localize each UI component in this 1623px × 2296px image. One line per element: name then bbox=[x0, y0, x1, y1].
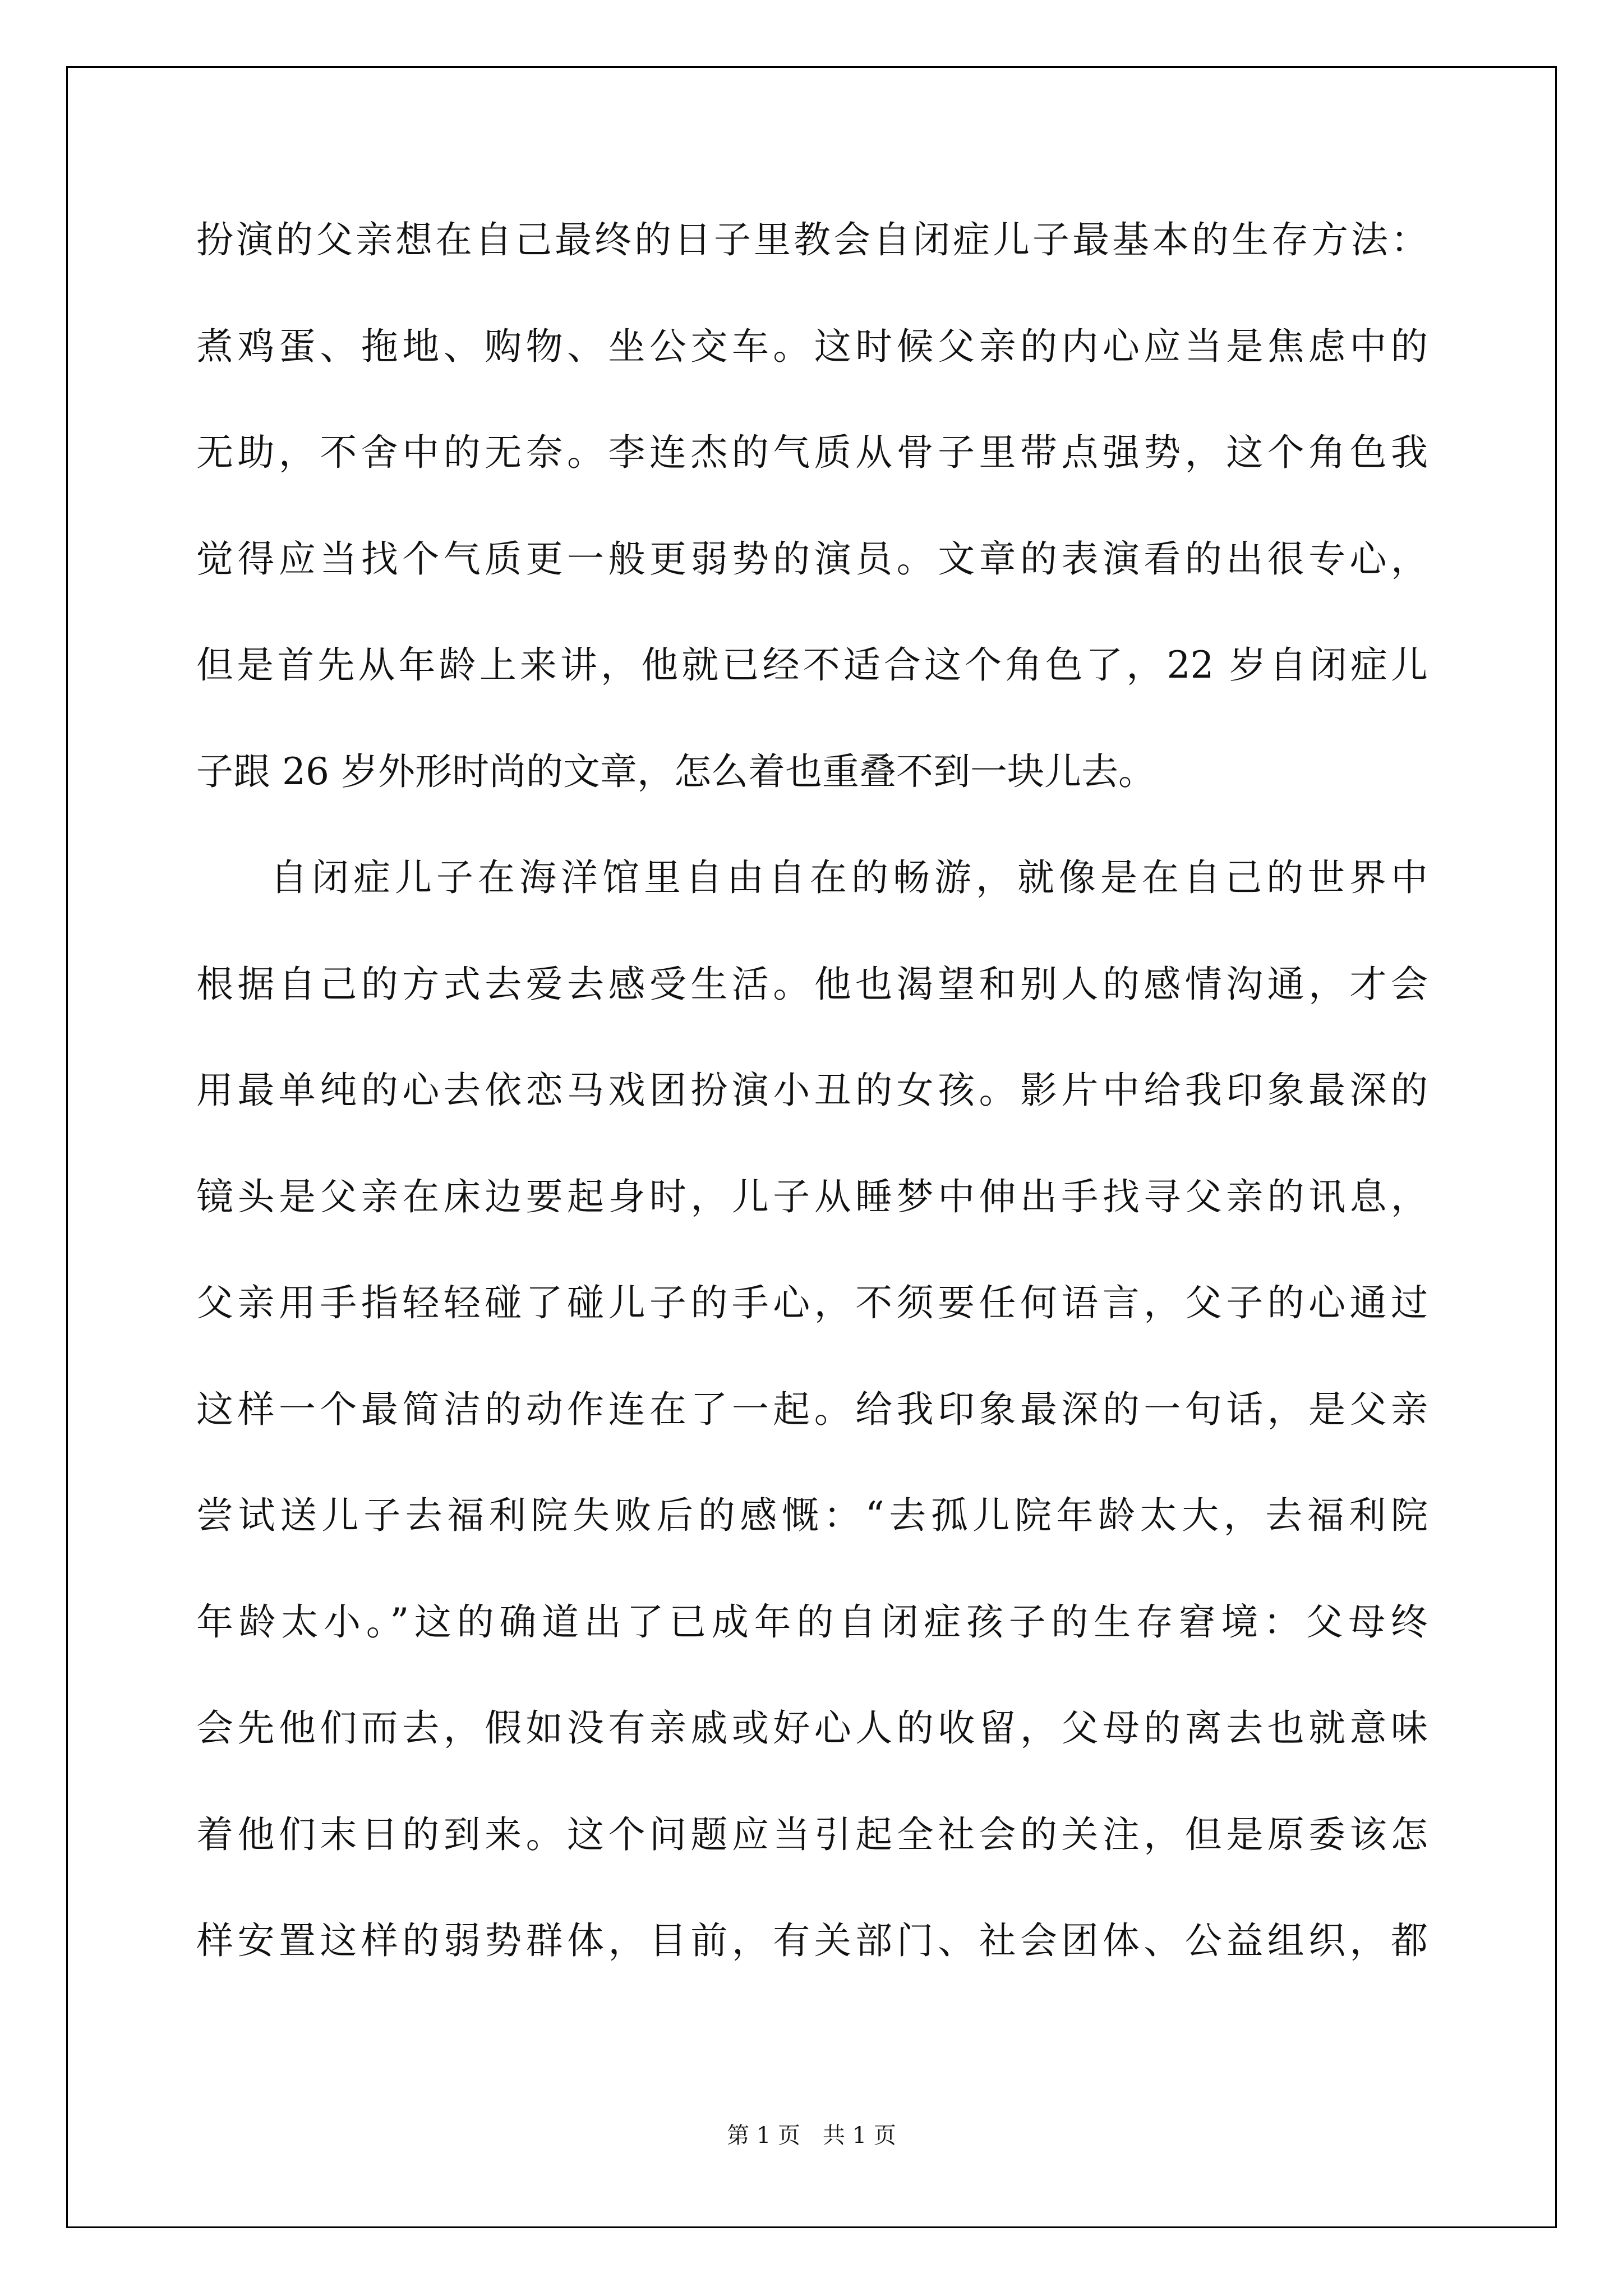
document-body bbox=[196, 218, 1428, 2029]
paragraph-line: 扮演的父亲想在自己最终的日子里教会自闭症儿子最基本的生存方法： bbox=[196, 218, 1428, 261]
page-number: 第 1 页 bbox=[727, 2123, 800, 2148]
paragraph-line: 着他们末日的到来。这个问题应当引起全社会的关注，但是原委该怎 bbox=[196, 1812, 1428, 1856]
paragraph-line: 样安置这样的弱势群体，目前，有关部门、社会团体、公益组织，都 bbox=[196, 1919, 1428, 1962]
paragraph-line: 这样一个最简洁的动作连在了一起。给我印象最深的一句话，是父亲 bbox=[196, 1387, 1428, 1431]
paragraph-line: 根据自己的方式去爱去感受生活。他也渴望和别人的感情沟通，才会 bbox=[196, 962, 1428, 1006]
page-footer bbox=[0, 2123, 1623, 2148]
paragraph-line: 用最单纯的心去依恋马戏团扮演小丑的女孩。影片中给我印象最深的 bbox=[196, 1069, 1428, 1112]
total-pages: 共 1 页 bbox=[823, 2123, 896, 2148]
paragraph-line: 觉得应当找个气质更一般更弱势的演员。文章的表演看的出很专心， bbox=[196, 537, 1428, 581]
paragraph-line: 父亲用手指轻轻碰了碰儿子的手心，不须要任何语言，父子的心通过 bbox=[196, 1281, 1428, 1324]
paragraph-line: 年龄太小。”这的确道出了已成年的自闭症孩子的生存窘境：父母终 bbox=[196, 1600, 1428, 1644]
paragraph-line: 会先他们而去，假如没有亲戚或好心人的收留，父母的离去也就意味 bbox=[196, 1706, 1428, 1750]
paragraph-line: 煮鸡蛋、拖地、购物、坐公交车。这时候父亲的内心应当是焦虑中的 bbox=[196, 324, 1428, 368]
paragraph-line: 子跟 26 岁外形时尚的文章，怎么着也重叠不到一块儿去。 bbox=[196, 749, 1155, 793]
paragraph-line: 但是首先从年龄上来讲，他就已经不适合这个角色了，22 岁自闭症儿 bbox=[196, 643, 1428, 687]
paragraph-line: 无助，不舍中的无奈。李连杰的气质从骨子里带点强势，这个角色我 bbox=[196, 431, 1428, 474]
paragraph-line: 尝试送儿子去福利院失败后的感慨：“去孤儿院年龄太大，去福利院 bbox=[196, 1494, 1428, 1537]
paragraph-line: 镜头是父亲在床边要起身时，儿子从睡梦中伸出手找寻父亲的讯息， bbox=[196, 1175, 1428, 1218]
paragraph-line: 自闭症儿子在海洋馆里自由自在的畅游，就像是在自己的世界中 bbox=[270, 856, 1428, 899]
